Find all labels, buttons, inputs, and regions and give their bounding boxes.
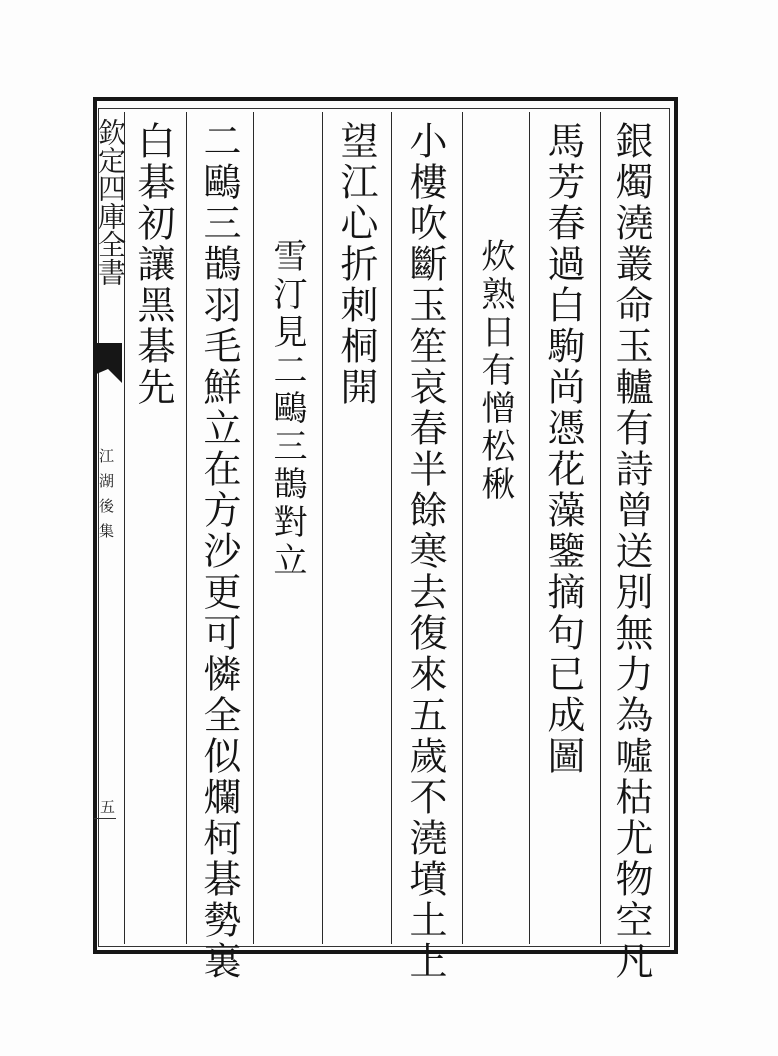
column-rule xyxy=(529,112,530,944)
column-rule xyxy=(322,112,323,944)
text-column: 二鷗三鵲羽毛鮮立在方沙更可憐全似爛柯碁勢裏 xyxy=(197,121,241,982)
margin-collection-title: 江湖後集 xyxy=(97,448,115,548)
column-rule xyxy=(186,112,187,944)
text-column: 銀燭澆叢命玉轤有詩曾送別無力為噓枯尤物空凡 xyxy=(609,121,653,982)
text-column: 小樓吹斷玉笙哀春半餘寒去復來五歲不澆墳土上 xyxy=(403,121,447,982)
margin-divider xyxy=(94,818,116,819)
column-rule xyxy=(462,112,463,944)
text-column: 炊熟日有憎松楸 xyxy=(475,238,515,504)
column-rule xyxy=(253,112,254,944)
text-column: 雪汀見二鷗三鵲對立 xyxy=(267,238,307,580)
column-rule xyxy=(391,112,392,944)
text-column: 馬芳春過白駒尚憑花藻鑒摘句已成圖 xyxy=(541,121,585,777)
text-column: 望江心折刺桐開 xyxy=(334,121,378,408)
text-column: 白碁初讓黑碁先 xyxy=(131,121,175,408)
column-rule xyxy=(600,112,601,944)
fishtail-mark-icon xyxy=(94,343,122,383)
margin-book-title: 欽定四庫全書 xyxy=(94,118,127,286)
margin-page-number: 五 xyxy=(100,798,116,816)
